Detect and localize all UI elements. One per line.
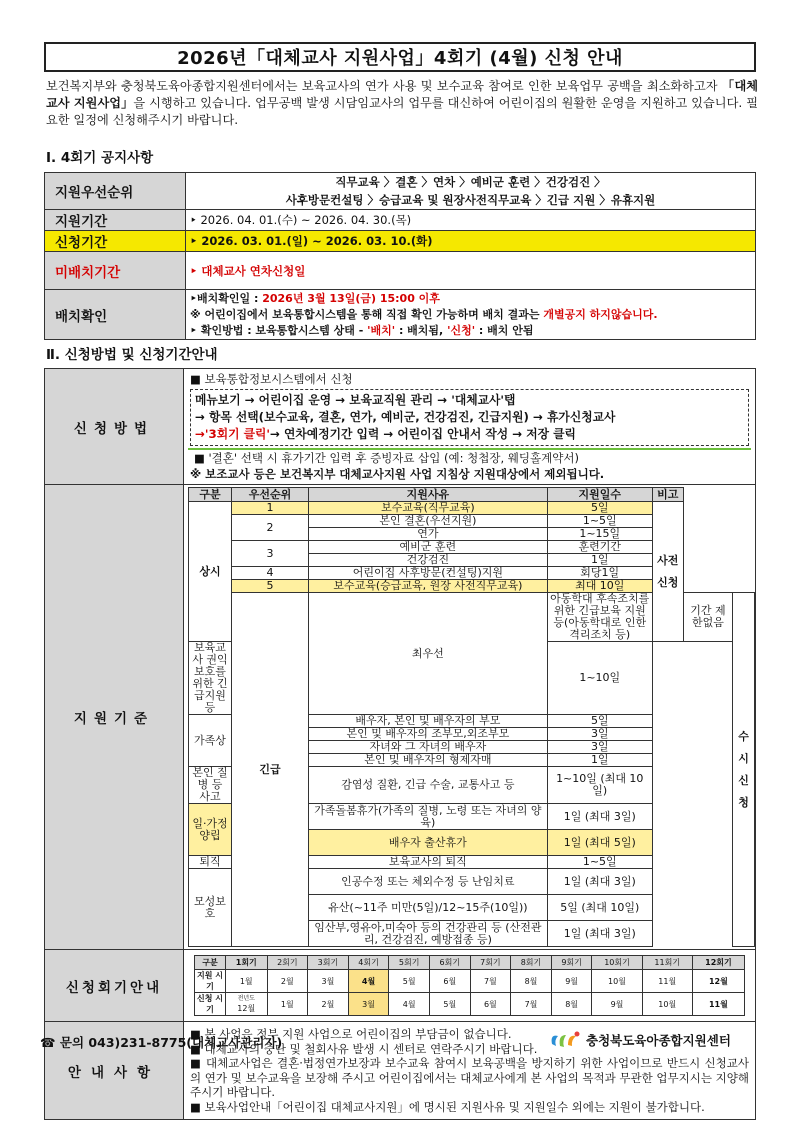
apply-5: 4월	[389, 993, 430, 1016]
group-retire: 퇴직	[189, 856, 232, 869]
rank-4: 4	[232, 567, 309, 580]
center-name: 충청북도육아종합지원센터	[586, 1033, 731, 1048]
apply-value: ‣ 2026. 03. 01.(일) ~ 2026. 03. 10.(화)	[186, 231, 756, 252]
guide-item-2: ■ 대체교사의 중단 및 철회사유 발생 시 센터로 연락주시기 바랍니다.	[190, 1041, 538, 1056]
intro-paragraph	[46, 78, 758, 129]
days-r3a: 훈련기간	[547, 541, 652, 554]
apply-6: 5월	[429, 993, 470, 1016]
days-fam3: 3일	[547, 741, 652, 754]
contact-info: ☎ 문의 043)231-8775(대체교사관리자)	[40, 1035, 283, 1050]
schedule-label: 신청회기안내	[45, 950, 184, 1022]
priority-value	[186, 173, 756, 210]
confirm-value	[186, 290, 756, 340]
section-1-heading: Ⅰ. 4회기 공지사항	[46, 150, 154, 166]
criteria-table	[188, 487, 755, 947]
criteria-header-note: 비고	[652, 488, 683, 502]
note-urgent: 수시 신청	[733, 593, 755, 947]
reason-r2b: 연가	[309, 528, 548, 541]
center-logo	[548, 1030, 731, 1050]
guide-table	[44, 368, 756, 1120]
intro-text-2: 을 시행하고 있습니다. 업무공백 발생 시담임교사의 업무를 대신하여 어린이집의 원활한 운영을 지원하고 있습니다. 필요한 일정에 신청해주시기 바랍니다.	[46, 96, 758, 127]
apply-2: 1월	[267, 993, 308, 1016]
support-12: 12월	[692, 970, 744, 993]
priority-label: 지원우선순위	[45, 173, 186, 210]
reason-mat2: 유산(~11주 미만(5일)/12~15주(10일))	[309, 895, 548, 921]
reason-mat3: 임산부,영유아,미숙아 등의 건강관리 등 (산전관리, 건강검진, 예방접종 등)	[309, 921, 548, 947]
criteria-header-category: 구분	[189, 488, 232, 502]
apply-10: 9월	[592, 993, 642, 1016]
days-mat3: 1일 (최대 3일)	[547, 921, 652, 947]
days-fam4: 1일	[547, 754, 652, 767]
confirm-line3-a: ‣ 확인방법 : 보육통합시스템 상태 -	[190, 323, 368, 337]
days-mat2: 5일 (최대 10일)	[547, 895, 652, 921]
round-4: 4회기	[348, 956, 389, 970]
unassigned-label: 미배치기간	[45, 252, 186, 290]
reason-top1: 아동학대 후속조치를 위한 긴급보육 지원 등(아동학대로 인한 격리조치 등)	[547, 593, 652, 642]
reason-fam4: 본인 및 배우자의 형제자매	[309, 754, 548, 767]
group-top-priority: 최우선	[309, 593, 548, 715]
status-assigned: '배치'	[367, 323, 396, 337]
round-3: 3회기	[308, 956, 349, 970]
group-maternity: 모성보호	[189, 869, 232, 947]
days-fam2: 3일	[547, 728, 652, 741]
period-value: ‣ 2026. 04. 01.(수) ~ 2026. 04. 30.(목)	[186, 210, 756, 231]
round-9: 9회기	[551, 956, 592, 970]
support-1: 1월	[226, 970, 268, 993]
apply-8: 7월	[511, 993, 552, 1016]
days-r2a: 1~5일	[547, 515, 652, 528]
apply-period-label: 신청 시기	[195, 993, 226, 1016]
apply-3: 2월	[308, 993, 349, 1016]
apply-7: 6월	[470, 993, 511, 1016]
reason-work2: 배우자 출산휴가	[309, 830, 548, 856]
apply-9: 8월	[551, 993, 592, 1016]
criteria-label: 지원기준	[45, 485, 184, 950]
days-r2b: 1~15일	[547, 528, 652, 541]
group-illness: 본인 질병 등 사고	[189, 767, 232, 804]
confirm-line2-a: ※ 어린이집에서 보육통합시스템을 통해 직접 확인 가능하며 배치 결과는	[190, 307, 544, 321]
days-fam1: 5일	[547, 715, 652, 728]
status-applied: '신청'	[447, 323, 476, 337]
intro-text-1: 보건복지부와 충청북도육아종합지원센터에서는 보육교사의 연가 사용 및 보수교육 참여로 인한 보육업무 공백을 최소화하고자	[46, 79, 722, 93]
apply-1-b: 12월	[237, 1004, 256, 1013]
days-r5: 최대 10일	[547, 580, 652, 593]
days-mat1: 1일 (최대 3일)	[547, 869, 652, 895]
confirm-date: 2026년 3월 13일(금) 15:00 이후	[262, 291, 440, 305]
method-note-1: ■ '결혼' 선택 시 휴가기간 입력 후 증빙자료 삽입 (예: 청첩장, 웨딩홀계약서)	[188, 448, 751, 466]
support-4: 4월	[348, 970, 389, 993]
reason-mat1: 인공수정 또는 체외수정 등 난임치료	[309, 869, 548, 895]
days-r3b: 1일	[547, 554, 652, 567]
apply-12: 11월	[692, 993, 744, 1016]
confirm-label: 배치확인	[45, 290, 186, 340]
apply-1-a: 전년도	[237, 995, 255, 1002]
round-12: 12회기	[692, 956, 744, 970]
support-5: 5월	[389, 970, 430, 993]
reason-work1: 가족돌봄휴가(가족의 질병, 노령 또는 자녀의 양육)	[309, 804, 548, 830]
round-6: 6회기	[429, 956, 470, 970]
support-2: 2월	[267, 970, 308, 993]
confirm-line3-c: : 배치됨,	[395, 323, 448, 337]
method-content	[184, 369, 756, 485]
reason-retire1: 보육교사의 퇴직	[309, 856, 548, 869]
criteria-header-reason: 지원사유	[309, 488, 548, 502]
guide-item-4: ■ 보육사업안내「어린이집 대체교사지원」에 명시된 지원사유 및 지원일수 외에는 지원이 불가합니다.	[190, 1099, 705, 1114]
days-work1: 1일 (최대 3일)	[547, 804, 652, 830]
method-step-1: 메뉴보기 → 어린이집 운영 → 보육교직원 관리 → '대체교사'탭	[195, 393, 516, 407]
guide-label: 안내사항	[45, 1022, 184, 1120]
round-11: 11회기	[642, 956, 692, 970]
reason-r4: 어린이집 사후방문(컨설팅)지원	[309, 567, 548, 580]
support-period-label: 지원 시기	[195, 970, 226, 993]
support-11: 11월	[642, 970, 692, 993]
apply-4: 3월	[348, 993, 389, 1016]
criteria-header-days: 지원일수	[547, 488, 652, 502]
method-head: ■ 보육통합정보시스템에서 신청	[190, 372, 353, 386]
criteria-header-rank: 우선순위	[232, 488, 309, 502]
category-regular: 상시	[189, 502, 232, 642]
rank-5: 5	[232, 580, 309, 593]
method-step-2: → 항목 선택(보수교육, 결혼, 연가, 예비군, 건강검진, 긴급지원) → 휴가신청교사	[195, 410, 616, 424]
days-top2: 1~10일	[547, 642, 652, 715]
apply-label: 신청기간	[45, 231, 186, 252]
round-5: 5회기	[389, 956, 430, 970]
priority-line-2: 사후방문컨설팅 〉승급교육 및 원장사전직무교육 〉긴급 지원 〉유휴지원	[285, 193, 656, 207]
reason-ill1: 감염성 질환, 긴급 수술, 교통사고 등	[309, 767, 548, 804]
round-2: 2회기	[267, 956, 308, 970]
days-top1: 기간 제한없음	[683, 593, 732, 642]
support-7: 7월	[470, 970, 511, 993]
rank-3: 3	[232, 541, 309, 567]
reason-fam2: 본인 및 배우자의 조부모,외조부모	[309, 728, 548, 741]
section-2-heading: Ⅱ. 신청방법 및 신청기간안내	[46, 347, 218, 363]
confirm-line1-a: ‣배치확인일 :	[190, 291, 263, 305]
guide-item-3: ■ 대체교사업은 결혼·법정연가보장과 보수교육 참여시 보육공백을 방지하기 위한 사업이므로 반드시 신청교사의 연가 및 보수교육을 보장해 주시고 어린이집에서는 대체교사에게 본 사업의 목적과 무관한 업무지시는 지양해주시기 바랍니다.	[190, 1056, 749, 1099]
days-r1: 5일	[547, 502, 652, 515]
apply-11: 10월	[642, 993, 692, 1016]
round-1: 1회기	[226, 956, 268, 970]
support-8: 8월	[511, 970, 552, 993]
schedule-content	[184, 950, 756, 1022]
notice-table	[44, 172, 756, 340]
confirm-line2-b: 개별공지 하지않습니다.	[543, 307, 658, 321]
reason-r2a: 본인 결혼(우선지원)	[309, 515, 548, 528]
round-10: 10회기	[592, 956, 642, 970]
days-r4: 회당1일	[547, 567, 652, 580]
days-retire1: 1~5일	[547, 856, 652, 869]
reason-top2: 보육교사 권익보호를 위한 긴급지원 등	[189, 642, 232, 715]
group-family: 가족상	[189, 715, 232, 767]
method-step-3-red: →'3회기 클릭'	[195, 427, 271, 441]
support-9: 9월	[551, 970, 592, 993]
category-urgent: 긴급	[232, 593, 309, 947]
reason-r3a: 예비군 훈련	[309, 541, 548, 554]
reason-r3b: 건강검진	[309, 554, 548, 567]
method-step-3: → 연차예정기간 입력 → 어린이집 안내서 작성 → 저장 클릭	[270, 427, 576, 441]
round-7: 7회기	[470, 956, 511, 970]
guide-item-1: ■ 본 사업은 정부 지원 사업으로 어린이집의 부담금이 없습니다.	[190, 1027, 512, 1041]
criteria-content	[184, 485, 756, 950]
unassigned-value: ‣ 대체교사 연차신청일	[186, 252, 756, 290]
period-label: 지원기간	[45, 210, 186, 231]
rank-2: 2	[232, 515, 309, 541]
reason-r1: 보수교육(직무교육)	[309, 502, 548, 515]
apply-1	[226, 993, 268, 1016]
days-work2: 1일 (최대 5일)	[547, 830, 652, 856]
page-title: 2026년「대체교사 지원사업」4회기 (4월) 신청 안내	[44, 42, 756, 72]
confirm-line3-e: : 배치 안됨	[475, 323, 534, 337]
schedule-table	[194, 955, 745, 1016]
center-logo-icon	[548, 1030, 582, 1050]
group-work-family: 일·가정 양립	[189, 804, 232, 856]
intro-bold: 「대체교사 지원사업」	[46, 79, 759, 110]
support-6: 6월	[429, 970, 470, 993]
support-10: 10월	[592, 970, 642, 993]
reason-fam1: 배우자, 본인 및 배우자의 부모	[309, 715, 548, 728]
method-note-2: ※ 보조교사 등은 보건복지부 대체교사지원 사업 지침상 지원대상에서 제외됩니다.	[190, 467, 605, 481]
support-3: 3월	[308, 970, 349, 993]
method-steps-box	[190, 389, 749, 446]
method-label: 신청방법	[45, 369, 184, 485]
reason-r5: 보수교육(승급교육, 원장 사전직무교육)	[309, 580, 548, 593]
rank-1: 1	[232, 502, 309, 515]
days-ill1: 1~10일 (최대 10일)	[547, 767, 652, 804]
note-regular: 사전 신청	[652, 502, 683, 642]
round-8: 8회기	[511, 956, 552, 970]
reason-fam3: 자녀와 그 자녀의 배우자	[309, 741, 548, 754]
schedule-header: 구분	[195, 956, 226, 970]
priority-line-1: 직무교육 〉결혼 〉연차 〉예비군 훈련 〉건강검진 〉	[335, 175, 606, 189]
